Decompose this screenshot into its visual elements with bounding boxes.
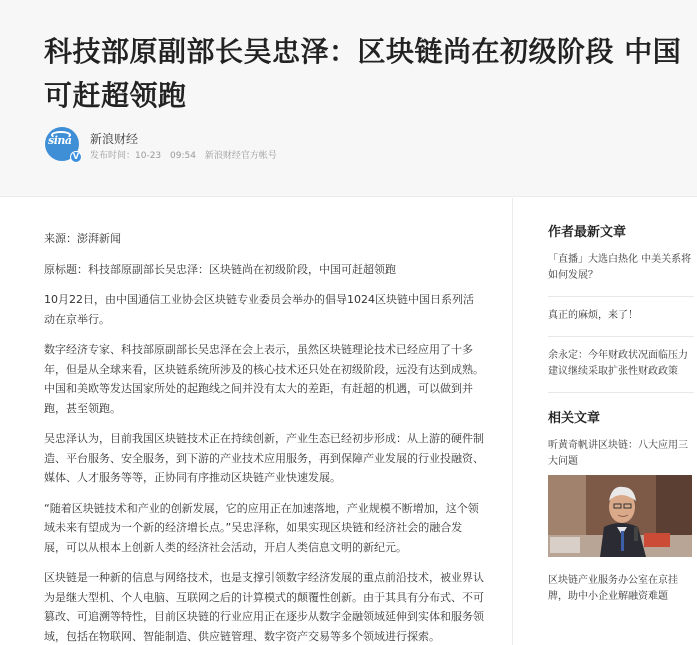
latest-article-link[interactable]: 「直播」大选白热化 中美关系将如何发展？ bbox=[548, 252, 694, 297]
related-article-link[interactable]: 区块链产业服务办公室在京挂牌，助中小企业解融资难题 bbox=[548, 575, 678, 602]
latest-article-link[interactable]: 真正的麻烦，来了！ bbox=[548, 308, 694, 337]
article-paragraph: 吴忠泽认为，目前我国区块链技术正在持续创新，产业生态已经初步形成：从上游的硬件制造、平台服务、安全服务，到下游的产业技术应用服务，再到保障产业发展的行业投融资、媒体、人才服务等等，正协同有序推动区块链产业快速发展。 bbox=[44, 432, 484, 484]
latest-article-link[interactable]: 余永定：今年财政状况面临压力 建议继续采取扩张性财政政策 bbox=[548, 348, 694, 393]
author-name[interactable]: 新浪财经 bbox=[90, 132, 139, 146]
article-paragraph: 区块链是一种新的信息与网络技术，也是支撑引领数字经济发展的重点前沿技术，被业界认为是继大型机、个人电脑、互联网之后的计算模式的颠覆性创新。由于其具有分布式、不可篡改、可追溯等特性，目前区块链的行业应用正在逐步从数字金融领域延伸到实体和服务领域，包括在物联网、智能制造、供应链管理、数字资产交易等多个领域进行探索。 bbox=[44, 571, 484, 643]
article-header bbox=[0, 0, 697, 197]
article-paragraph: “随着区块链技术和产业的创新发展，它的应用正在加速落地，产业规模不断增加，这个领域未来有望成为一个新的经济增长点。”吴忠泽称，如果实现区块链和经济社会的融合发展，可以从根本上创新人类的经济社会活动，开启人类信息文明的新纪元。 bbox=[44, 501, 479, 554]
account-label: 新浪财经官方帐号 bbox=[204, 151, 277, 161]
sidebar bbox=[548, 218, 694, 610]
verified-badge-icon: V bbox=[70, 151, 82, 163]
publish-time: 09:54 bbox=[170, 151, 196, 161]
article-source: 来源：澎湃新闻 bbox=[44, 232, 121, 245]
column-divider bbox=[512, 198, 513, 645]
article-body bbox=[44, 229, 484, 645]
speaker-photo-image bbox=[548, 475, 692, 557]
publish-date: 发布时间：10-23 bbox=[90, 151, 162, 161]
article-meta bbox=[90, 148, 283, 161]
article-paragraph: 数字经济专家、科技部原副部长吴忠泽在会上表示，虽然区块链理论技术已经应用了十多年，但是从全球来看，区块链系统所涉及的核心技术还只处在初级阶段，远没有达到成熟。中国和美欧等发达国家所处的起跑线之间并没有太大的差距，有赶超的机遇，可以做到并跑，甚至领跑。 bbox=[44, 343, 484, 415]
related-article-thumbnail[interactable] bbox=[548, 475, 692, 557]
related-article-link[interactable]: 听黄奇帆讲区块链：八大应用三大问题 bbox=[548, 440, 688, 467]
article-title: 科技部原副部长吴忠泽：区块链尚在初级阶段 中国可赶超领跑 bbox=[44, 35, 682, 112]
related-articles-heading: 相关文章 bbox=[548, 411, 601, 426]
latest-articles-heading: 作者最新文章 bbox=[548, 225, 627, 240]
sina-logo: sina bbox=[48, 134, 72, 147]
article-original-title: 原标题：科技部原副部长吴忠泽：区块链尚在初级阶段，中国可赶超领跑 bbox=[44, 262, 396, 276]
article-paragraph: 10月22日，由中国通信工业协会区块链专业委员会举办的倡导1024区块链中国日系列活动在京举行。 bbox=[44, 293, 474, 326]
